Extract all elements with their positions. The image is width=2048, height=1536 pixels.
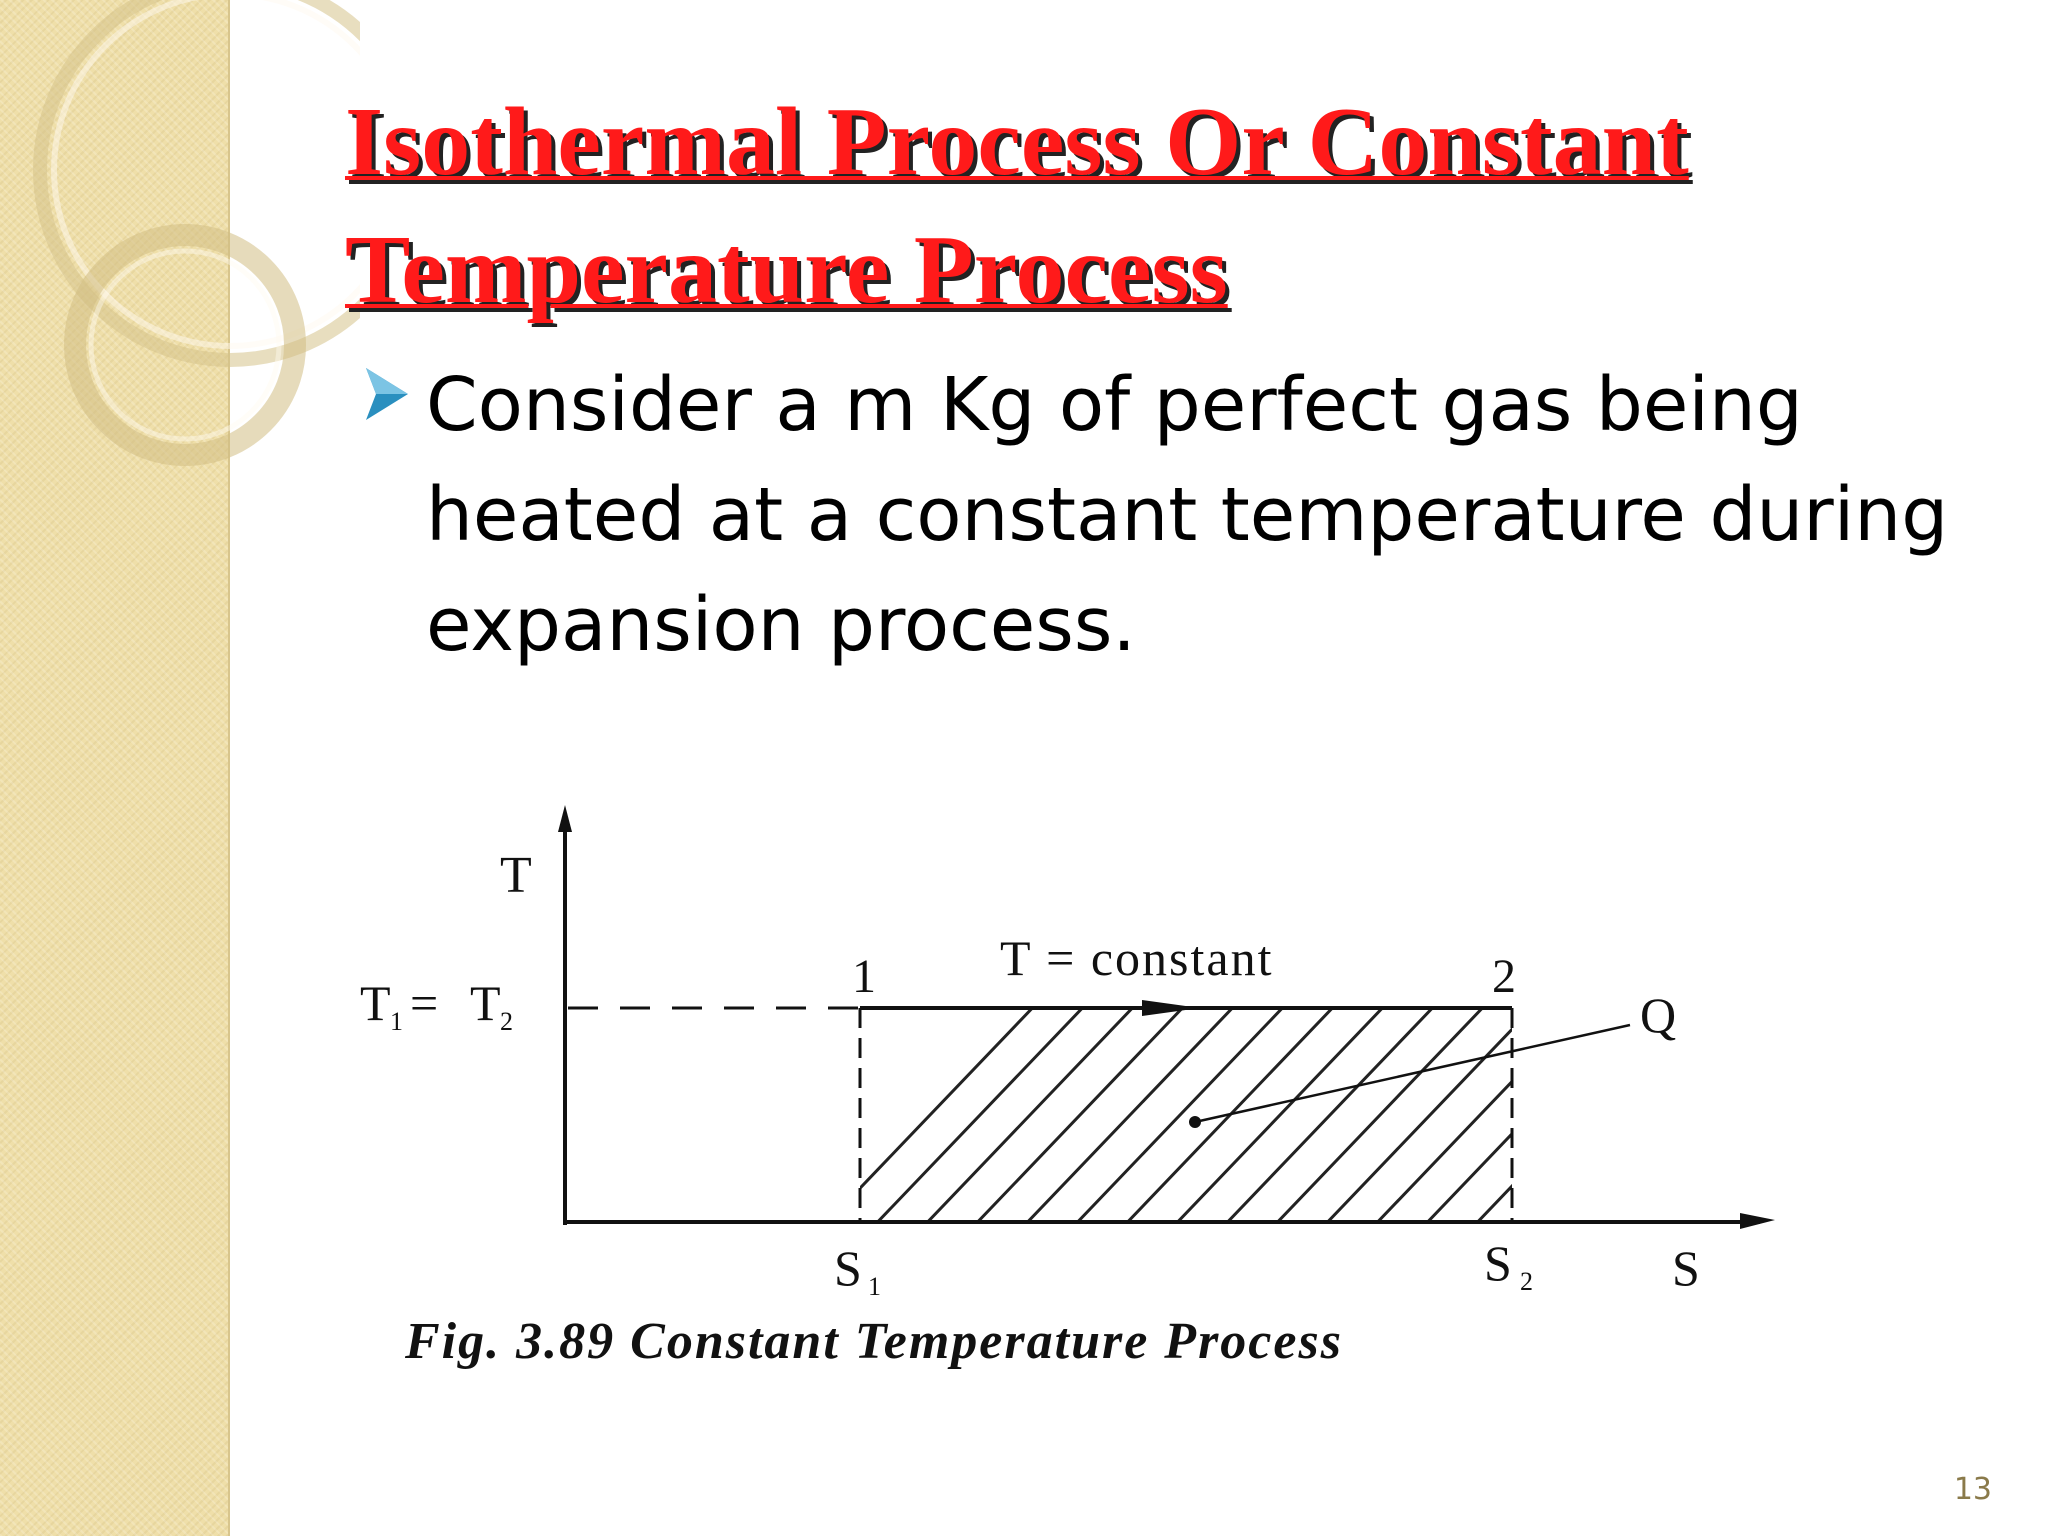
y-axis-label: T [500, 847, 532, 904]
t-s-diagram [340, 770, 1900, 1390]
figure-caption: Fig. 3.89 Constant Temperature Process [405, 1313, 1343, 1370]
s1-sub: 1 [868, 1272, 881, 1301]
slide-title [345, 78, 1905, 334]
s1-label: S [834, 1240, 862, 1296]
x-axis-arrowhead [1740, 1213, 1775, 1229]
arrow-bullet-icon [362, 364, 412, 424]
heat-label: Q [1640, 987, 1677, 1043]
process-label: T = constant [1000, 930, 1274, 986]
bullet-text: Consider a m Kg of perfect gas being heated at a constant temperature during expansion process. [426, 362, 1949, 668]
temp-label-t1: T [360, 975, 391, 1031]
temp-label-t2: T [470, 975, 501, 1031]
temp-label-sub2: 2 [500, 1007, 513, 1036]
slide-title-line-1: Isothermal Process Or Constant [345, 88, 1689, 196]
temp-label-sub1: 1 [390, 1007, 403, 1036]
process-direction-arrow [1142, 1000, 1200, 1016]
decorative-rings [0, 0, 360, 520]
heat-leader-line [1195, 1025, 1630, 1122]
s2-label: S [1484, 1235, 1512, 1291]
point-1-label: 1 [852, 950, 876, 1003]
slide-number: 13 [1953, 1472, 1992, 1507]
point-2-label: 2 [1492, 950, 1516, 1003]
x-axis-label: S [1672, 1240, 1700, 1296]
slide-title-line-2: Temperature Process [345, 216, 1228, 324]
hatched-area [820, 1000, 1690, 1230]
temp-label-eq: = [410, 975, 439, 1031]
s2-sub: 2 [1520, 1267, 1533, 1296]
y-axis-arrowhead [558, 805, 572, 832]
heat-leader-dot [1189, 1116, 1201, 1128]
